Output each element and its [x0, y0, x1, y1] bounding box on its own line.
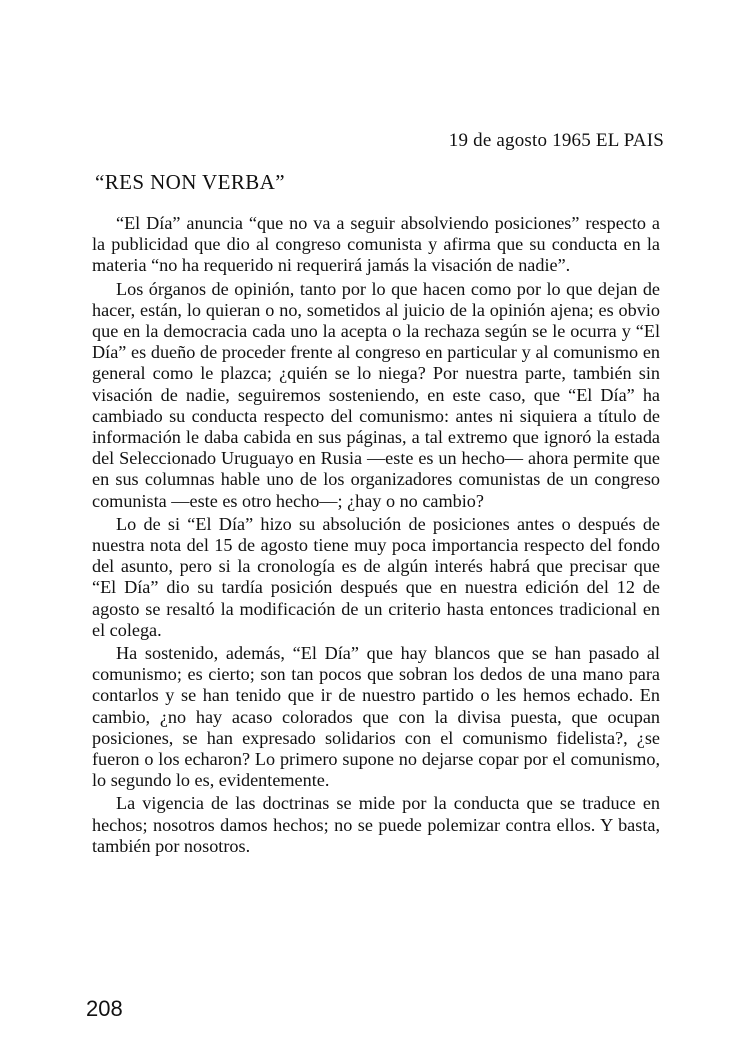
paragraph-3: Lo de si “El Día” hizo su absolución de posiciones antes o después de nuestra nota del 15 de agosto tiene muy poca importancia respecto del fondo del asunto, pero si la cronología es de algún interés habrá que precisar que “El Día” dio su tardía posición después que en nuestra edición del 12 de agosto se resaltó la modificación de un criterio hasta entonces tradicional en el colega.	[92, 513, 660, 640]
paragraph-5: La vigencia de las doctrinas se mide por la conducta que se traduce en hechos; nosotros damos hechos; no se puede polemizar contra ellos. Y basta, también por nosotros.	[92, 793, 660, 856]
dateline: 19 de agosto 1965 EL PAIS	[448, 130, 664, 151]
paragraph-4: Ha sostenido, además, “El Día” que hay blancos que se han pasado al comunismo; es cierto; son tan pocos que sobran los dedos de una mano para contarlos y se han tenido que ir de nuestro partido o les hemos echado. En cambio, ¿no hay acaso colorados que con la divisa puesta, que ocupan posiciones, se han expresado solidarios con el comunismo fidelista?, ¿se fueron o los echaron? Lo primero supone no dejarse copar por el comunismo, lo segundo lo es, evidentemente.	[92, 643, 660, 791]
page-number: 208	[86, 996, 123, 1021]
paragraph-2: Los órganos de opinión, tanto por lo que hacen como por lo que dejan de hacer, están, lo quieran o no, sometidos al juicio de la opinión ajena; es obvio que en la democracia cada uno la acepta o la rechaza según se le ocurra y “El Día” es dueño de proceder frente al congreso en particular y al comunismo en general como le plazca; ¿quién se lo niega? Por nuestra parte, también sin visación de nadie, seguiremos sosteniendo, en este caso, que “El Día” ha cambiado su conducta respecto del comunismo: antes ni siquiera a título de información le daba cabida en sus páginas, a tal extremo que ignoró la estada del Seleccionado Uruguayo en Rusia —este es un hecho— ahora permite que en sus columnas hable uno de los organizadores comunistas de un congreso comunista —este es otro hecho—; ¿hay o no cambio?	[92, 278, 660, 511]
article-body	[92, 213, 660, 857]
article-title: “RES NON VERBA”	[95, 170, 285, 194]
paragraph-1: “El Día” anuncia “que no va a seguir absolviendo posiciones” respecto a la publicidad que dio al congreso comunista y afirma que su conducta en la materia “no ha requerido ni requerirá jamás la visación de nadie”.	[92, 213, 660, 276]
